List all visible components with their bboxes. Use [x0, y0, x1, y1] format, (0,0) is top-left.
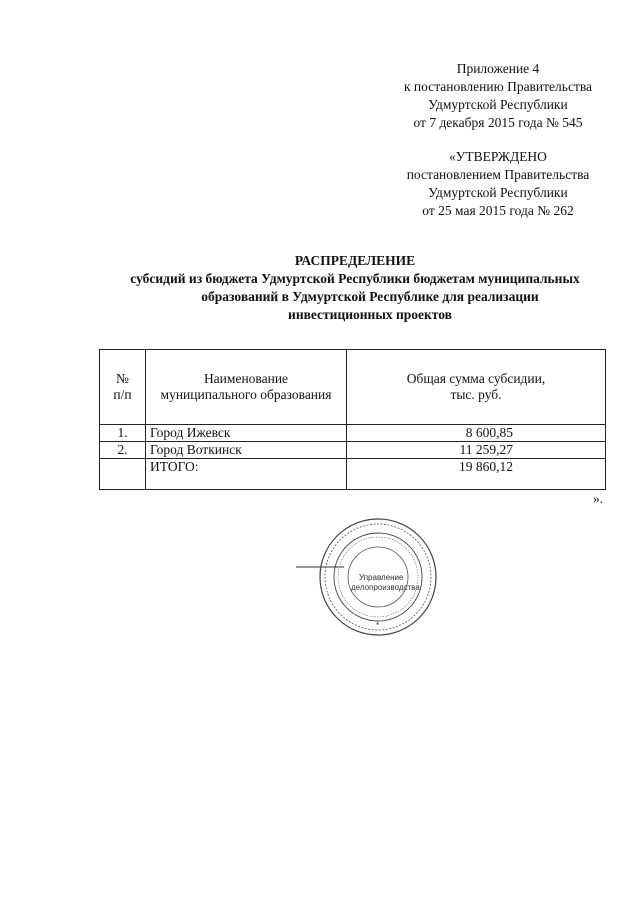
row-name: Город Воткинск — [146, 442, 347, 459]
document-title: РАСПРЕДЕЛЕНИЕ — [294, 253, 416, 268]
header-sum-line-2: тыс. руб. — [450, 387, 502, 402]
row-num: 1. — [100, 425, 146, 442]
approved-line-3: Удмуртской Республики — [428, 185, 568, 200]
header-sum-line-1: Общая сумма субсидии, — [406, 371, 546, 386]
header-name — [146, 350, 347, 425]
appendix-line-3: Удмуртской Республики — [428, 97, 568, 112]
closing-quote: ». — [593, 491, 604, 506]
header-num-line-2: п/п — [113, 387, 132, 402]
seal-center-text-1: Управление — [359, 573, 404, 582]
table-header-row — [100, 350, 606, 425]
header-name-line-1: Наименование — [203, 371, 289, 386]
appendix-line-2: к постановлению Правительства — [403, 79, 593, 94]
appendix-line-1: Приложение 4 — [456, 61, 540, 76]
header-num — [100, 350, 146, 425]
total-amount: 19 860,12 — [347, 459, 606, 490]
total-num — [100, 459, 146, 490]
document-subtitle-2: образований в Удмуртской Республике для реализации — [201, 289, 539, 304]
distribution-table — [99, 349, 606, 490]
seal-star-icon: * — [376, 621, 380, 630]
header-sum — [347, 350, 606, 425]
row-amount: 11 259,27 — [347, 442, 606, 459]
row-amount: 8 600,85 — [347, 425, 606, 442]
header-name-line-2: муниципального образования — [160, 387, 332, 402]
header-num-line-1: № — [116, 371, 129, 386]
table-row — [100, 442, 606, 459]
approved-line-1: «УТВЕРЖДЕНО — [449, 149, 547, 164]
appendix-line-4: от 7 декабря 2015 года № 545 — [413, 115, 583, 130]
seal-center-text-2: делопроизводства — [351, 583, 420, 592]
approved-line-2: постановлением Правительства — [406, 167, 590, 182]
row-name: Город Ижевск — [146, 425, 347, 442]
approved-line-4: от 25 мая 2015 года № 262 — [422, 203, 574, 218]
table-row — [100, 425, 606, 442]
document-subtitle-1: субсидий из бюджета Удмуртской Республики бюджетам муниципальных — [130, 271, 580, 286]
row-num: 2. — [100, 442, 146, 459]
document-subtitle-3: инвестиционных проектов — [288, 307, 452, 322]
total-label: ИТОГО: — [146, 459, 347, 490]
table-total-row — [100, 459, 606, 490]
official-seal — [296, 516, 446, 646]
